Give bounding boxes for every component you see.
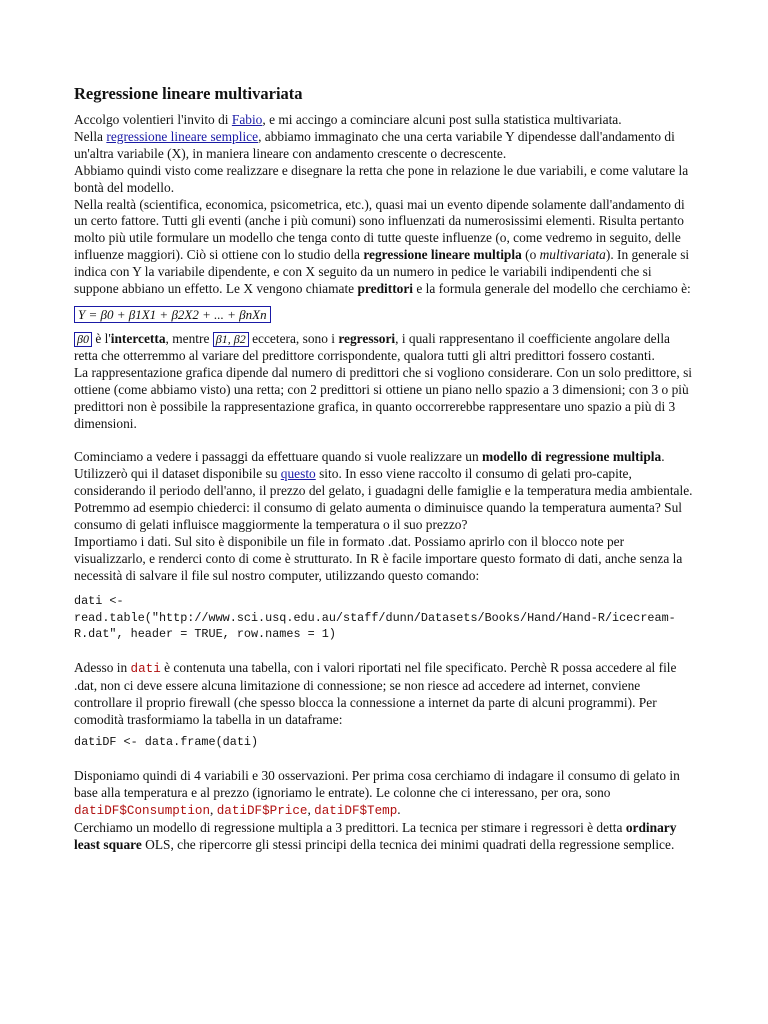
paragraph-import: Importiamo i dati. Sul sito è disponibile un file in formato .dat. Possiamo aprirlo con il blocco note per visualizzarlo, e renderci conto di come è strutturato. In R è facile importare questo formato di dati, anche senza la necessità di salvare il file sul nostro computer, utilizzando questo comando: <box>74 533 683 583</box>
text: Nella <box>74 128 107 144</box>
inline-code-dati: dati <box>130 662 161 677</box>
bold-term: modello di regressione multipla <box>482 449 662 465</box>
text: , i quali rappresentano il coefficiente angolare della retta che otterremmo al variare del predittore corrispondente, qualora tutti gli altri predittori fossero costanti. <box>74 330 671 363</box>
paragraph-multiple-regression <box>74 197 696 298</box>
text: Cerchiamo un modello di regressione multipla a 3 predittori. La tecnica per stimare i regressori è detta <box>74 819 626 835</box>
text: , mentre <box>165 330 213 346</box>
inline-code-temp: datiDF$Temp <box>314 803 398 818</box>
code-dataframe: datiDF <- data.frame(dati) <box>74 735 259 749</box>
text: è l' <box>91 330 111 346</box>
bold-term: ordinary least square <box>74 819 677 852</box>
bold-term: regressione lineare multipla <box>363 247 522 263</box>
article-title: Regressione lineare multivariata <box>74 84 303 103</box>
paragraph-graphics: La rappresentazione grafica dipende dal numero di predittori che si vogliono considerare. Con un solo predittore, si ottiene (come abbiamo visto) una retta; con 2 predittori si ottiene un piano nello spazio a 3 dimensioni; con 3 o più predittori non è possibile la rappresentazione grafica, in quanto occorrerebbe rappresentare uno spazio a più di 3 dimensioni. <box>74 364 693 431</box>
document-page <box>74 84 696 853</box>
text: ). In generale si indica con Y la variabile dipendente, e con X seguito da un numero in pedice le variabili indipendenti che si suppone abbiano un effetto. Le X vengono chiamate <box>74 247 690 297</box>
link-fabio[interactable]: Fabio <box>231 112 263 127</box>
text: , e mi accingo a cominciare alcuni post sulla statistica multivariata. <box>262 112 622 127</box>
link-simple-regression[interactable]: regressione lineare semplice <box>106 128 259 144</box>
spacer <box>74 432 696 449</box>
text: , <box>307 801 315 817</box>
paragraph-simple-regression <box>74 129 696 163</box>
text: . Utilizzerò qui il dataset disponibile su <box>74 449 665 482</box>
text: OLS, che ripercorre gli stessi principi della tecnica dei minimi quadrati della regressione semplice. <box>141 836 675 852</box>
paragraph-variables <box>74 768 696 820</box>
paragraph-model-quality: Abbiamo quindi visto come realizzare e disegnare la retta che pone in relazione le due variabili, e come valutare la bontà del modello. <box>74 162 689 195</box>
beta1-beta2-symbol: β1, β2 <box>213 332 249 347</box>
text: Nella realtà (scientifica, economica, psicometrica, etc.), quasi mai un evento dipende solamente dall'andamento di un certo fattore. Tutti gli eventi (anche i più comuni) sono influenzati da numerosissimi elementi. Risulta pertanto molto più utile formulare un modello che tenga conto di tutte queste influenze (o, come vedremo in seguito, delle influenze maggiori). Ciò si ottiene con lo studio della <box>74 196 685 263</box>
text: , <box>210 801 217 817</box>
paragraph-intro <box>74 112 696 129</box>
text: Adesso in <box>74 660 131 676</box>
paragraph-dataset <box>74 449 696 534</box>
spacer <box>74 643 696 660</box>
bold-term: regressori <box>338 330 396 346</box>
link-questo[interactable]: questo <box>280 466 316 482</box>
text: (o <box>521 247 540 263</box>
code-read-table: dati <- read.table("http://www.sci.usq.edu.au/staff/dunn/Datasets/Books/Hand/Hand-R/icecream-R.dat", header = TRUE, row.names = 1) <box>74 593 676 642</box>
paragraph-ols <box>74 820 696 854</box>
text: Accolgo volentieri l'invito di <box>74 112 232 127</box>
text: sito. In esso viene raccolto il consumo di gelati pro-capite, considerando il periodo dell'anno, il prezzo del gelato, i guadagni delle famiglie e la temperatura media ambientale. Potremmo ad esempio chiederci: il consumo di gelato aumenta o diminuisce quando la temperatura aumenta? Sul consumo di gelati influisce maggiormente la temperatura o il suo prezzo? <box>74 466 693 533</box>
text: eccetera, sono i <box>248 330 339 346</box>
paragraph-regressors <box>74 331 696 365</box>
text: e la formula generale del modello che cerchiamo è: <box>413 281 691 297</box>
italic-term: multivariata <box>539 247 606 263</box>
spacer <box>74 751 696 768</box>
formula-row <box>74 298 696 331</box>
text: , abbiamo immaginato che una certa variabile Y dipendesse dall'andamento di un'altra variabile (X), in maniera lineare con andamento crescente o decrescente. <box>74 128 675 161</box>
inline-code-price: datiDF$Price <box>216 803 308 818</box>
text: è contenuta una tabella, con i valori riportati nel file specificato. Perchè R possa accedere al file .dat, non ci deve essere alcuna limitazione di connessione; se non riesce ad accedere ad internet, conviene controllare il proprio firewall (che spesso blocca la connessione a internet da parte di alcuni programmi). Per comodità trasformiamo la tabella in un dataframe: <box>74 660 677 728</box>
text: Disponiamo quindi di 4 variabili e 30 osservazioni. Per prima cosa cerchiamo di indagare il consumo di gelato in base alla temperatura e al prezzo (ignoriamo le entrate). Le colonne che ci interessano, per ora, sono <box>74 767 680 800</box>
bold-term: predittori <box>357 281 414 297</box>
inline-code-consumption: datiDF$Consumption <box>74 803 211 818</box>
text: Cominciamo a vedere i passaggi da effettuare quando si vuole realizzare un <box>74 449 483 465</box>
paragraph-dati <box>74 660 696 729</box>
text: . <box>397 801 401 817</box>
regression-formula: Y = β0 + β1X1 + β2X2 + ... + βnXn <box>74 306 271 323</box>
beta0-symbol: β0 <box>74 332 92 347</box>
bold-term: intercetta <box>110 330 166 346</box>
